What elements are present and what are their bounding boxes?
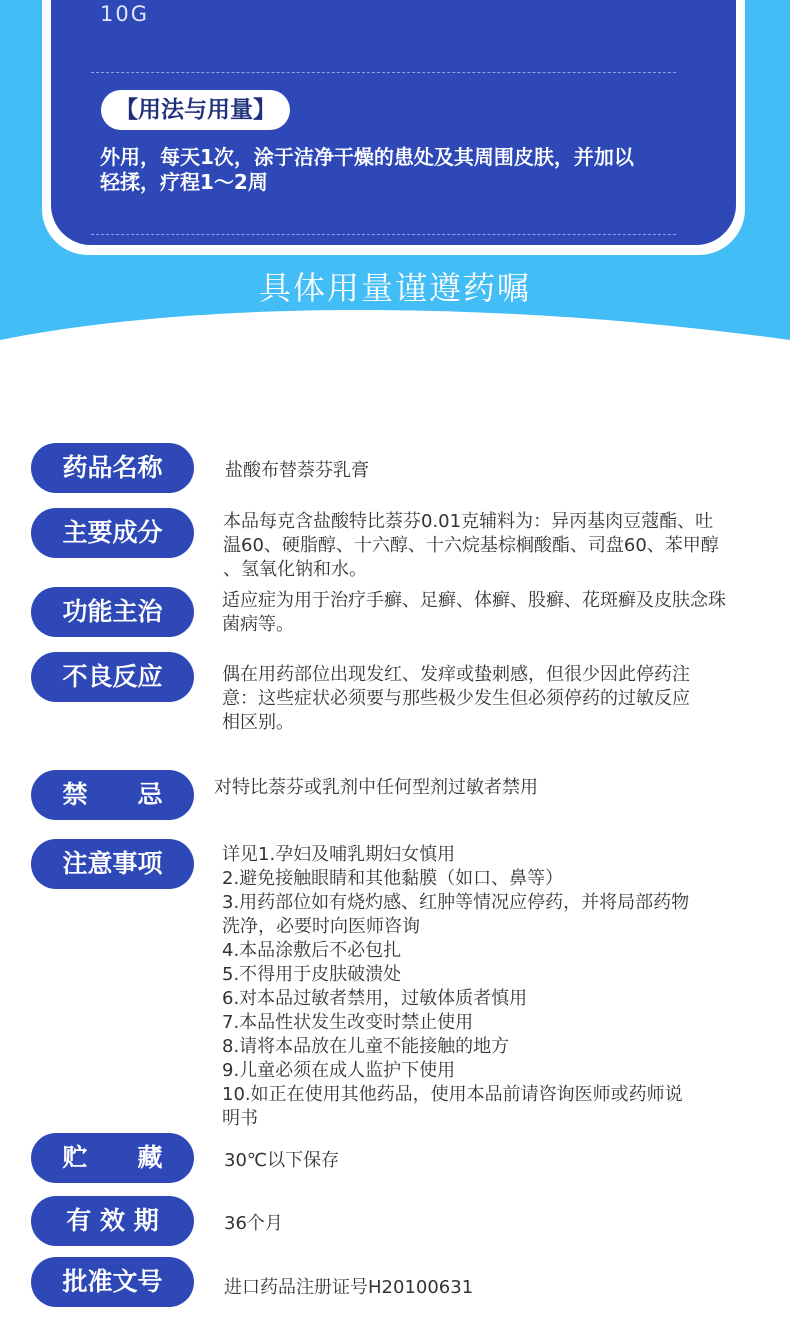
value-line: 相区别。 (222, 712, 294, 733)
divider-line (91, 72, 676, 73)
value-line: 3.用药部位如有烧灼感、红肿等情况应停药，并将局部药物 (222, 892, 690, 913)
label-contraindications: 禁 忌 (31, 770, 194, 820)
label-adverse-reactions: 不良反应 (31, 652, 194, 702)
value-line: 本品每克含盐酸特比萘芬0.01克辅料为：异丙基肉豆蔻酯、吐 (223, 511, 714, 532)
label-ingredients: 主要成分 (31, 508, 194, 558)
label-indications: 功能主治 (31, 587, 194, 637)
value-line: 洗净，必要时向医师咨询 (222, 916, 420, 937)
value-line: 30℃以下保存 (224, 1150, 340, 1171)
value-line: 温60、硬脂醇、十六醇、十六烷基棕榈酸酯、司盘60、苯甲醇 (223, 535, 719, 556)
value-line: 明书 (222, 1108, 258, 1129)
value-line: 菌病等。 (222, 614, 294, 635)
value-line: 4.本品涂敷后不必包扎 (222, 940, 402, 961)
value-ingredients (223, 510, 719, 582)
usage-line: 轻揉，疗程1～2周 (100, 170, 268, 194)
value-line: 盐酸布替萘芬乳膏 (225, 460, 369, 481)
value-line: 8.请将本品放在儿童不能接触的地方 (222, 1036, 510, 1057)
label-storage: 贮 藏 (31, 1133, 194, 1183)
value-drug-name (225, 459, 369, 483)
value-contraindications (214, 776, 538, 800)
value-line: 2.避免接触眼睛和其他黏膜（如口、鼻等） (222, 868, 564, 889)
dosage-advice: 具体用量谨遵药嘱 (258, 269, 531, 307)
value-line: 6.对本品过敏者禁用，过敏体质者慎用 (222, 988, 528, 1009)
value-line: 进口药品注册证号H20100631 (224, 1277, 474, 1298)
usage-description (100, 145, 685, 195)
value-line: 详见1.孕妇及哺乳期妇女慎用 (222, 844, 456, 865)
wave-divider (0, 300, 790, 360)
label-precautions: 注意事项 (31, 839, 194, 889)
value-line: 7.本品性状发生改变时禁止使用 (222, 1012, 474, 1033)
value-line: 36个月 (224, 1213, 283, 1234)
value-adverse-reactions (222, 663, 690, 735)
usage-line: 外用，每天1次，涂于洁净干燥的患处及其周围皮肤，并加以 (100, 145, 634, 169)
label-drug-name: 药品名称 (31, 443, 194, 493)
usage-title-pill: 【用法与用量】 (101, 90, 290, 130)
value-shelf-life (224, 1212, 283, 1236)
product-spec: 10G (100, 2, 149, 26)
divider-line (91, 234, 676, 235)
label-shelf-life: 有 效 期 (31, 1196, 194, 1246)
value-line: 10.如正在使用其他药品，使用本品前请咨询医师或药师说 (222, 1084, 683, 1105)
value-line: 对特比萘芬或乳剂中任何型剂过敏者禁用 (214, 777, 538, 798)
value-line: 适应症为用于治疗手癣、足癣、体癣、股癣、花斑癣及皮肤念珠 (222, 590, 726, 611)
value-line: 意：这些症状必须要与那些极少发生但必须停药的过敏反应 (222, 688, 690, 709)
value-line: 、氢氧化钠和水。 (223, 559, 367, 580)
label-approval-number: 批准文号 (31, 1257, 194, 1307)
value-approval-number (224, 1276, 473, 1300)
value-line: 9.儿童必须在成人监护下使用 (222, 1060, 456, 1081)
value-indications (222, 589, 726, 637)
value-line: 偶在用药部位出现发红、发痒或蛰刺感，但很少因此停药注 (222, 664, 690, 685)
value-storage (224, 1149, 339, 1173)
value-precautions (222, 843, 689, 1131)
value-line: 5.不得用于皮肤破溃处 (222, 964, 402, 985)
